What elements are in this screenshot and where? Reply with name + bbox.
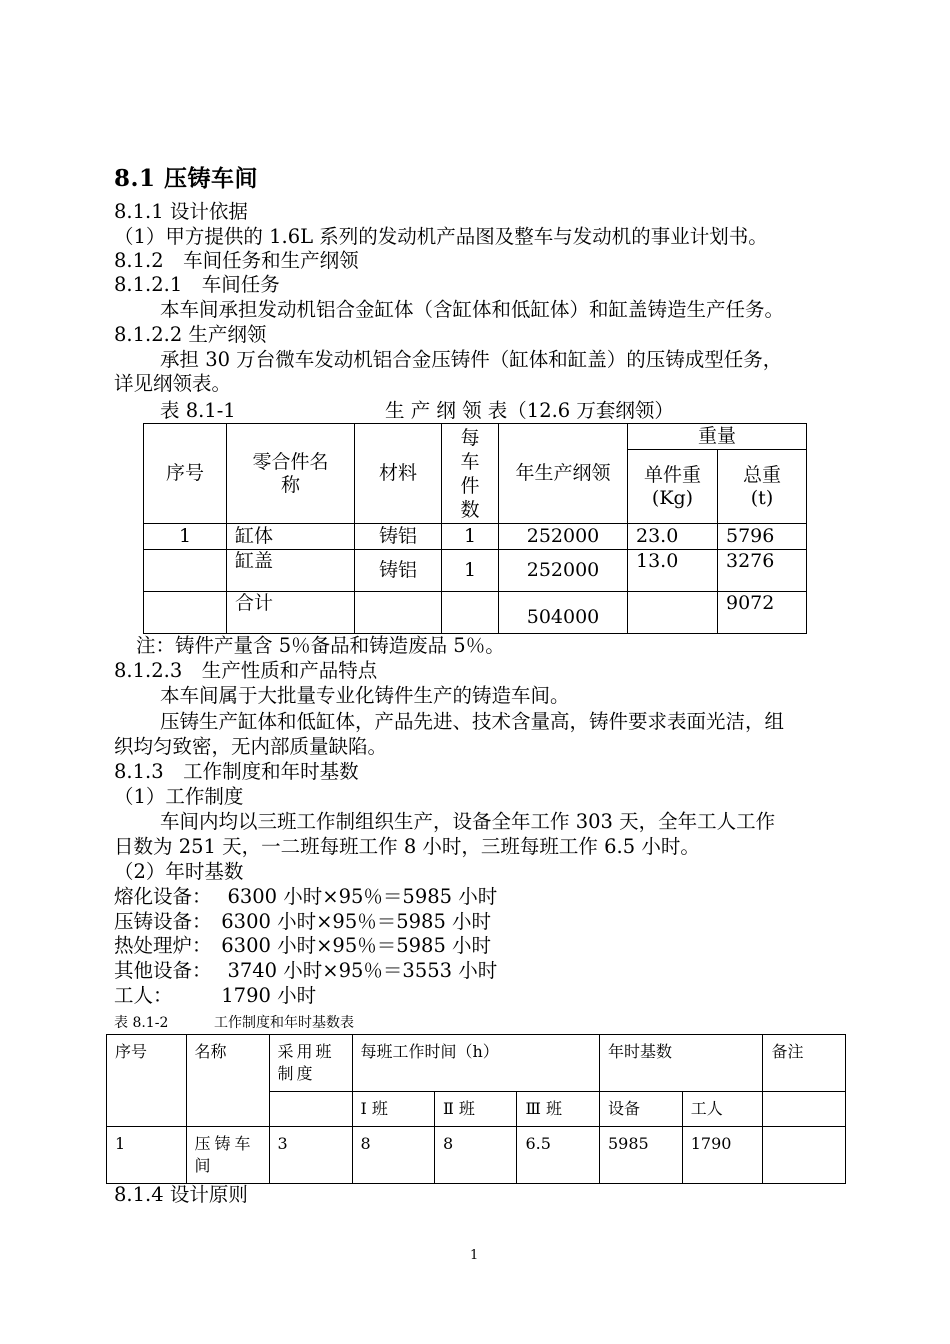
- header-shift-3: Ⅲ 班: [517, 1092, 600, 1127]
- section-heading: 8.1 压铸车间: [114, 165, 259, 192]
- cell-worker: 1790: [682, 1127, 763, 1184]
- annual-base-diecasting: 压铸设备： 6300 小时×95％＝5985 小时: [114, 910, 492, 933]
- page-number: 1: [470, 1248, 479, 1263]
- subsection-8-1-4: 8.1.4 设计原则: [114, 1183, 248, 1206]
- annual-base-worker: 工人： 1790 小时: [114, 984, 317, 1007]
- header-shift-2: Ⅱ 班: [434, 1092, 516, 1127]
- table-row: [107, 1127, 846, 1184]
- design-basis-text: （1）甲方提供的 1.6L 系列的发动机产品图及整车与发动机的事业计划书。: [114, 225, 768, 248]
- nature-text: 本车间属于大批量专业化铸件生产的铸造车间。: [160, 684, 570, 707]
- cell-name: 缸盖: [227, 550, 355, 592]
- cell-per-car: 1: [442, 550, 499, 592]
- annual-base-other: 其他设备： 3740 小时×95％＝3553 小时: [114, 959, 498, 982]
- header-annual-base: 年时基数: [600, 1035, 763, 1092]
- header-shift-system: 采用班制度: [269, 1035, 352, 1092]
- table-row: [144, 524, 807, 550]
- annual-base-melting: 熔化设备： 6300 小时×95％＝5985 小时: [114, 885, 498, 908]
- header-part-name: 零合件名称: [227, 424, 355, 524]
- cell-unit-weight: 13.0: [628, 550, 718, 592]
- annual-base-title: （2）年时基数: [114, 860, 244, 883]
- work-system-title: （1）工作制度: [114, 785, 244, 808]
- cell-shift-1: 8: [352, 1127, 434, 1184]
- cell-unit-weight: 23.0: [628, 524, 718, 550]
- cell-material: 铸铝: [355, 550, 442, 592]
- cell-name: 压铸车间: [186, 1127, 269, 1184]
- header-weight: 重量: [628, 424, 807, 450]
- subsection-8-1-2-1: 8.1.2.1 车间任务: [114, 273, 280, 296]
- header-name: 名称: [186, 1035, 269, 1127]
- features-text-1: 压铸生产缸体和低缸体，产品先进、技术含量高，铸件要求表面光洁，组: [160, 710, 785, 733]
- cell-remark: [763, 1127, 846, 1184]
- cell-name: 缸体: [227, 524, 355, 550]
- work-system-table: [106, 1034, 846, 1184]
- header-worker: 工人: [682, 1092, 763, 1127]
- work-system-text-1: 车间内均以三班工作制组织生产，设备全年工作 303 天，全年工人工作: [160, 810, 776, 833]
- subsection-8-1-3: 8.1.3 工作制度和年时基数: [114, 760, 359, 783]
- table1-note: 注：铸件产量含 5％备品和铸造废品 5％。: [136, 634, 505, 657]
- subsection-8-1-1: 8.1.1 设计依据: [114, 200, 248, 223]
- program-text-1: 承担 30 万台微车发动机铝合金压铸件（缸体和缸盖）的压铸成型任务，: [160, 348, 783, 371]
- cell-shift-2: 8: [434, 1127, 516, 1184]
- cell-seq: [144, 550, 227, 592]
- annual-base-heat-treatment: 热处理炉： 6300 小时×95％＝5985 小时: [114, 934, 492, 957]
- subsection-8-1-2-3: 8.1.2.3 生产性质和产品特点: [114, 659, 378, 682]
- cell-name: 合计: [227, 592, 355, 634]
- header-remark: 备注: [763, 1035, 846, 1092]
- cell-annual: 252000: [499, 550, 628, 592]
- cell-total-weight: 9072: [718, 592, 807, 634]
- table-row: [144, 592, 807, 634]
- cell-material: 铸铝: [355, 524, 442, 550]
- table2-caption-number: 表 8.1-2: [114, 1015, 169, 1031]
- cell-material: [355, 592, 442, 634]
- cell-total-weight: 3276: [718, 550, 807, 592]
- cell-per-car: [442, 592, 499, 634]
- header-unit-weight: 单件重(Kg): [628, 450, 718, 524]
- header-per-car: 每车件数: [442, 424, 499, 524]
- header-seq: 序号: [107, 1035, 187, 1127]
- cell-shift-system: 3: [269, 1127, 352, 1184]
- work-system-text-2: 日数为 251 天，一二班每班工作 8 小时，三班每班工作 6.5 小时。: [114, 835, 700, 858]
- cell-total-weight: 5796: [718, 524, 807, 550]
- subsection-8-1-2: 8.1.2 车间任务和生产纲领: [114, 249, 359, 272]
- cell-per-car: 1: [442, 524, 499, 550]
- cell-seq: [144, 592, 227, 634]
- header-total-weight: 总重(t): [718, 450, 807, 524]
- header-empty: [269, 1092, 352, 1127]
- table2-caption-title: 工作制度和年时基数表: [214, 1015, 354, 1031]
- header-empty: [763, 1092, 846, 1127]
- header-equipment: 设备: [600, 1092, 683, 1127]
- header-annual-program: 年生产纲领: [499, 424, 628, 524]
- header-hours-per-shift: 每班工作时间（h）: [352, 1035, 600, 1092]
- production-program-table: [143, 423, 807, 634]
- program-text-2: 详见纲领表。: [114, 372, 232, 395]
- table1-caption-title: 生 产 纲 领 表（12.6 万套纲领）: [385, 399, 674, 422]
- cell-seq: 1: [144, 524, 227, 550]
- header-seq: 序号: [144, 424, 227, 524]
- header-material: 材料: [355, 424, 442, 524]
- features-text-2: 织均匀致密，无内部质量缺陷。: [114, 735, 388, 758]
- cell-annual: 252000: [499, 524, 628, 550]
- table-row: [144, 550, 807, 592]
- cell-annual: 504000: [499, 592, 628, 634]
- table1-caption-number: 表 8.1-1: [160, 399, 236, 422]
- cell-unit-weight: [628, 592, 718, 634]
- cell-equipment: 5985: [600, 1127, 683, 1184]
- cell-shift-3: 6.5: [517, 1127, 600, 1184]
- header-shift-1: Ⅰ 班: [352, 1092, 434, 1127]
- cell-seq: 1: [107, 1127, 187, 1184]
- subsection-8-1-2-2: 8.1.2.2 生产纲领: [114, 323, 267, 346]
- task-text: 本车间承担发动机铝合金缸体（含缸体和低缸体）和缸盖铸造生产任务。: [160, 298, 785, 321]
